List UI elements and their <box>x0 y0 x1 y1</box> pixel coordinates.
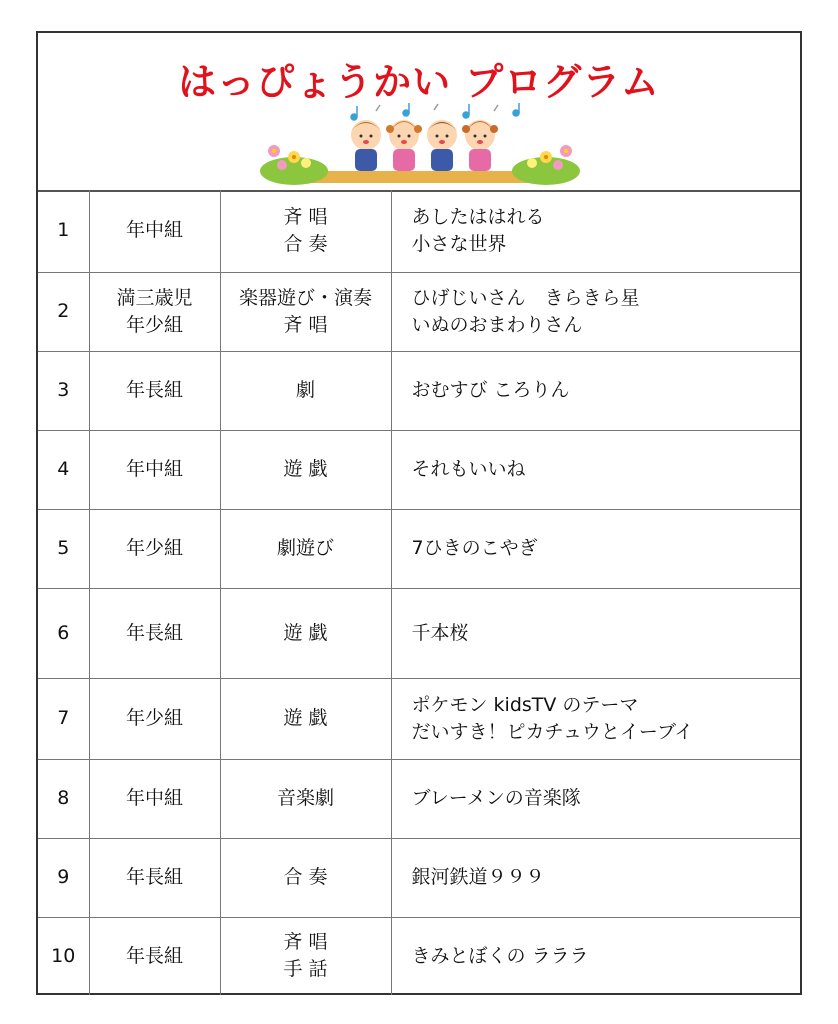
class-name <box>89 678 220 759</box>
item-number: 7 <box>38 678 89 759</box>
item-number: 5 <box>38 509 89 588</box>
program-sheet <box>36 31 802 995</box>
class-line: 年中組 <box>125 219 183 242</box>
piece-title <box>391 272 800 351</box>
piece-title <box>391 838 800 917</box>
class-line: 年少組 <box>125 313 183 336</box>
title-line: ひげじいさん きらきら星 <box>411 286 640 309</box>
class-name <box>89 509 220 588</box>
class-name <box>89 190 220 272</box>
class-name <box>89 838 220 917</box>
item-number: 4 <box>38 430 89 509</box>
item-number: 3 <box>38 351 89 430</box>
piece-title <box>391 588 800 678</box>
performance-type <box>220 190 391 272</box>
class-line: 年長組 <box>125 621 183 644</box>
title-line: ブレーメンの音楽隊 <box>411 787 581 809</box>
type-line: 合 奏 <box>283 232 328 255</box>
type-line: 音楽劇 <box>276 787 334 809</box>
class-name <box>89 917 220 995</box>
performance-type <box>220 509 391 588</box>
item-number: 8 <box>38 759 89 838</box>
type-line: 斉 唱 <box>283 313 328 336</box>
class-name <box>89 759 220 838</box>
piece-title <box>391 509 800 588</box>
child-3-icon <box>427 120 457 171</box>
performance-type <box>220 351 391 430</box>
class-line: 年少組 <box>125 707 183 729</box>
table-row <box>38 917 800 995</box>
type-line: 遊 戯 <box>283 458 328 480</box>
type-line: 手 話 <box>283 958 328 981</box>
table-row <box>38 351 800 430</box>
child-2-icon <box>386 120 422 171</box>
table-row <box>38 838 800 917</box>
type-line: 劇 <box>295 379 315 401</box>
table-row <box>38 272 800 351</box>
flower-bush-right-icon <box>512 145 580 185</box>
class-line: 年中組 <box>125 787 183 809</box>
item-number: 10 <box>38 917 89 995</box>
child-4-icon <box>462 120 498 171</box>
piece-title <box>391 190 800 272</box>
class-name <box>89 272 220 351</box>
performance-type <box>220 917 391 995</box>
title-line: 銀河鉄道９９９ <box>411 866 545 888</box>
type-line: 遊 戯 <box>283 621 328 644</box>
music-notes-icon <box>351 103 519 120</box>
table-row <box>38 588 800 678</box>
title-line: あしたははれる <box>411 205 545 228</box>
title-line: 小さな世界 <box>411 232 507 255</box>
class-name <box>89 351 220 430</box>
table-row <box>38 509 800 588</box>
class-name <box>89 430 220 509</box>
type-line: 劇遊び <box>276 537 334 559</box>
item-number: 1 <box>38 190 89 272</box>
performance-type <box>220 588 391 678</box>
type-line: 楽器遊び・演奏 <box>238 286 372 309</box>
class-line: 年中組 <box>125 458 183 480</box>
class-line: 満三歳児 <box>116 286 193 309</box>
title-line: だいすき！ピカチュウとイーブイ <box>411 720 694 743</box>
title-line: きみとぼくの ラララ <box>411 944 589 967</box>
page-title: はっぴょうかい プログラム <box>178 60 660 104</box>
performance-type <box>220 430 391 509</box>
type-line: 合 奏 <box>283 866 328 888</box>
type-line: 遊 戯 <box>283 707 328 729</box>
program-table <box>38 190 800 995</box>
piece-title <box>391 351 800 430</box>
class-line: 年少組 <box>125 537 183 559</box>
title-line: おむすび ころりん <box>411 379 570 401</box>
type-line: 斉 唱 <box>283 205 328 228</box>
child-1-icon <box>351 120 381 171</box>
class-line: 年長組 <box>125 944 183 967</box>
piece-title <box>391 759 800 838</box>
piece-title <box>391 917 800 995</box>
performance-type <box>220 678 391 759</box>
item-number: 2 <box>38 272 89 351</box>
performance-type <box>220 838 391 917</box>
item-number: 6 <box>38 588 89 678</box>
title-line: ポケモン kidsTV のテーマ <box>411 693 639 716</box>
table-row <box>38 759 800 838</box>
performance-type <box>220 272 391 351</box>
title-line: 7ひきのこやぎ <box>411 537 538 559</box>
table-row <box>38 430 800 509</box>
piece-title <box>391 678 800 759</box>
piece-title <box>391 430 800 509</box>
class-name <box>89 588 220 678</box>
type-line: 斉 唱 <box>283 931 328 954</box>
flower-bush-left-icon <box>260 145 328 185</box>
program-header <box>38 33 800 192</box>
title-line: いぬのおまわりさん <box>411 313 583 336</box>
table-row <box>38 190 800 272</box>
item-number: 9 <box>38 838 89 917</box>
children-singing-illustration <box>254 101 584 185</box>
title-line: それもいいね <box>411 458 526 480</box>
class-line: 年長組 <box>125 379 183 401</box>
class-line: 年長組 <box>125 866 183 888</box>
table-row <box>38 678 800 759</box>
performance-type <box>220 759 391 838</box>
title-line: 千本桜 <box>411 621 469 644</box>
